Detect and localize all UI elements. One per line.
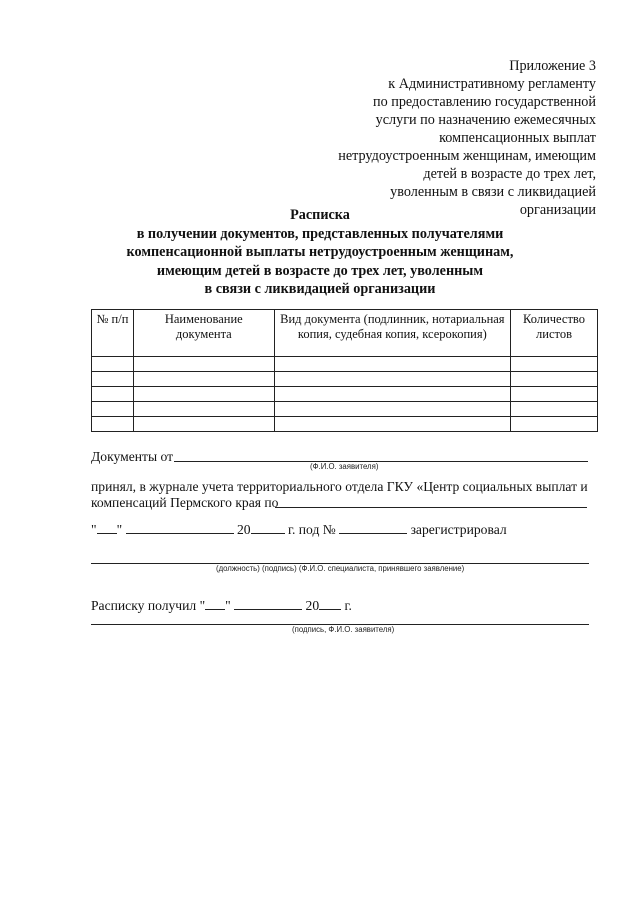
table-cell[interactable] [511, 387, 598, 402]
annex-line: уволенным в связи с ликвидацией [390, 184, 596, 200]
receipt-year-field[interactable] [319, 597, 341, 610]
annex-block [338, 57, 596, 219]
receipt-quote-close: " [225, 598, 231, 613]
date-registration-line [91, 521, 507, 538]
receipt-day-field[interactable] [205, 597, 225, 610]
table-cell[interactable] [511, 402, 598, 417]
col-name-header: Наименование документа [133, 310, 274, 357]
month-field[interactable] [126, 521, 234, 534]
title-line: имеющим детей в возрасте до трех лет, уволенным [156, 262, 484, 279]
annex-line: компенсационных выплат [439, 130, 596, 146]
year-prefix: 20 [236, 522, 251, 537]
applicant-signature-caption: (подпись, Ф.И.О. заявителя) [292, 625, 395, 634]
applicant-fio-caption: (Ф.И.О. заявителя) [310, 462, 379, 471]
receipt-year-suffix: г. [344, 598, 352, 613]
year-field[interactable] [251, 521, 285, 534]
annex-line: Приложение 3 [509, 58, 596, 74]
table-cell[interactable] [133, 357, 274, 372]
applicant-name-field[interactable] [174, 461, 588, 462]
registered-label: зарегистрировал [410, 522, 507, 537]
docs-from-label: Документы от [91, 449, 174, 464]
accepted-text-line1: принял, в журнале учета территориального отдела ГКУ «Центр социальных выплат и [91, 479, 588, 494]
table-cell[interactable] [92, 402, 134, 417]
annex-line: организации [519, 202, 596, 218]
receipt-label: Расписку получил " [91, 598, 206, 613]
table-cell[interactable] [274, 387, 510, 402]
documents-table [91, 309, 598, 432]
annex-line: к Административному регламенту [388, 76, 596, 92]
table-cell[interactable] [133, 372, 274, 387]
title-line: в получении документов, представленных получателями [136, 225, 504, 242]
table-cell[interactable] [92, 372, 134, 387]
table-cell[interactable] [92, 357, 134, 372]
receipt-year-prefix: 20 [305, 598, 320, 613]
table-cell[interactable] [511, 417, 598, 432]
specialist-caption: (должность) (подпись) (Ф.И.О. специалиста, принявшего заявление) [216, 564, 465, 573]
day-field[interactable] [97, 521, 117, 534]
quote-close: " [116, 522, 123, 537]
accepted-text-line2: компенсаций Пермского края по [91, 495, 279, 510]
receipt-line [91, 597, 352, 614]
title-line: компенсационной выплаты нетрудоустроенным женщинам, [126, 244, 514, 260]
annex-line: нетрудоустроенным женщинам, имеющим [338, 148, 596, 164]
col-sheets-header: Количество листов [511, 310, 598, 357]
table-cell[interactable] [92, 417, 134, 432]
table-header-row [92, 310, 598, 357]
table-row [92, 387, 598, 402]
quote-open: " [91, 522, 97, 537]
table-cell[interactable] [92, 387, 134, 402]
registry-field[interactable] [275, 507, 587, 508]
table-cell[interactable] [511, 357, 598, 372]
annex-line: по предоставлению государственной [373, 94, 596, 110]
table-cell[interactable] [133, 387, 274, 402]
annex-line: детей в возрасте до трех лет, [423, 166, 596, 182]
table-row [92, 417, 598, 432]
table-cell[interactable] [133, 402, 274, 417]
col-type-header: Вид документа (подлинник, нотариальная копия, судебная копия, ксерокопия) [274, 310, 510, 357]
document-title [0, 206, 640, 299]
table-cell[interactable] [511, 372, 598, 387]
table-cell[interactable] [274, 402, 510, 417]
col-number-header: № п/п [92, 310, 134, 357]
table-cell[interactable] [274, 357, 510, 372]
title-line: Расписка [290, 207, 350, 223]
table-cell[interactable] [133, 417, 274, 432]
table-row [92, 402, 598, 417]
number-label: г. под № [287, 522, 336, 537]
annex-line: услуги по назначению ежемесячных [375, 112, 596, 128]
table-row [92, 372, 598, 387]
title-line: в связи с ликвидацией организации [204, 281, 436, 297]
table-row [92, 357, 598, 372]
receipt-month-field[interactable] [234, 597, 302, 610]
table-cell[interactable] [274, 372, 510, 387]
table-cell[interactable] [274, 417, 510, 432]
registration-number-field[interactable] [339, 521, 407, 534]
